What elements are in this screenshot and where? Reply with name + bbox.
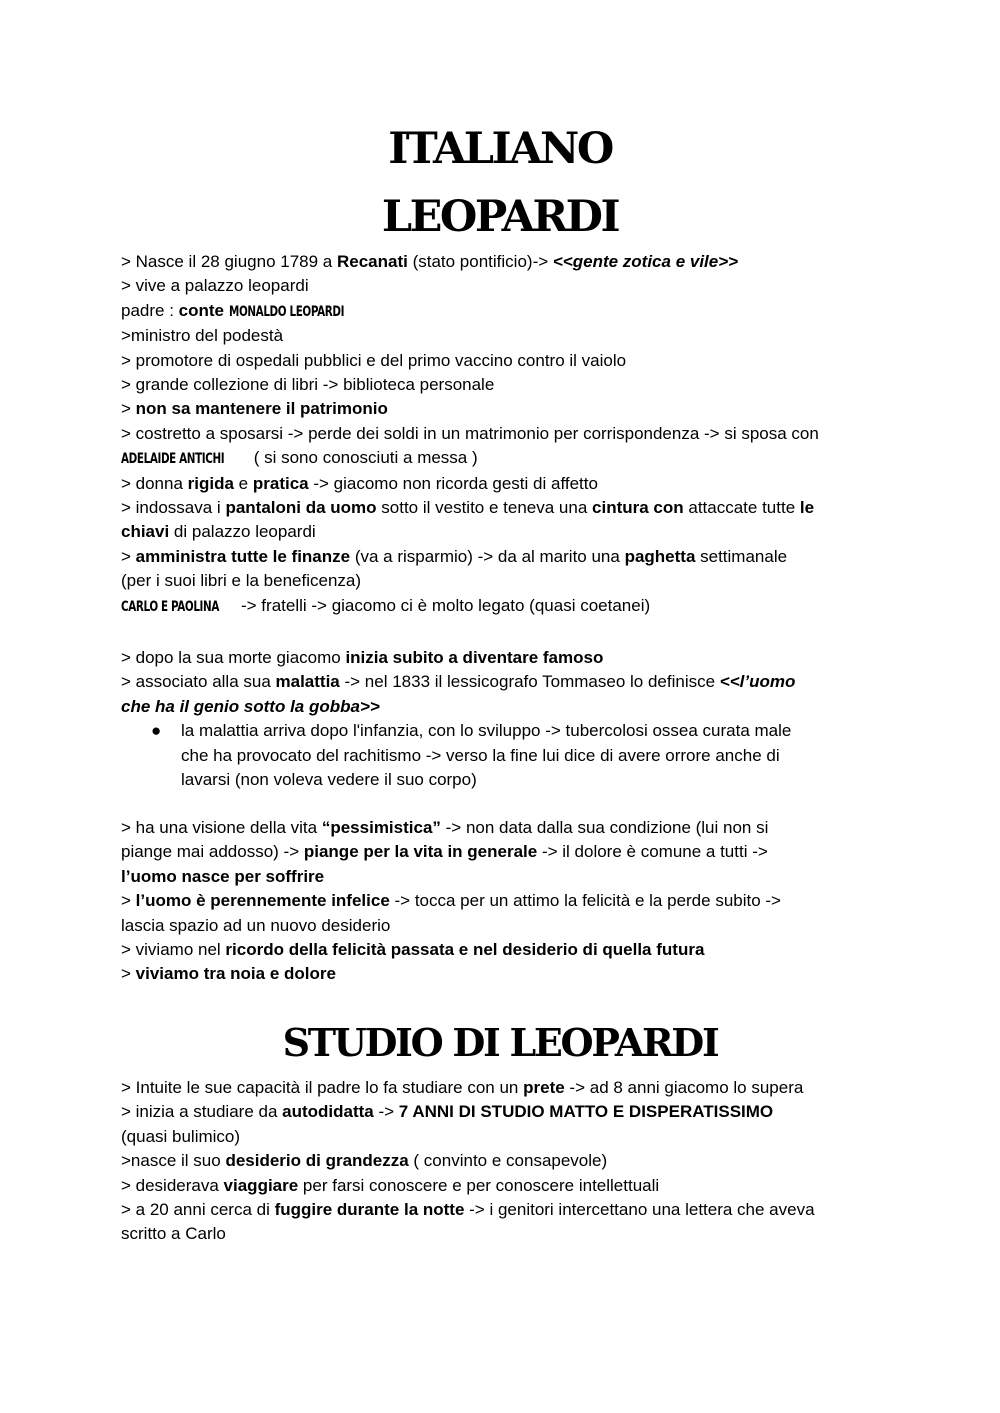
text-line: CARLO E PAOLINA -> fratelli -> giacomo ci è molto legato (quasi coetanei) (121, 594, 901, 619)
text-line: > grande collezione di libri -> biblioteca personale (121, 375, 495, 395)
text-line: > dopo la sua morte giacomo inizia subito a diventare famoso (121, 648, 604, 667)
text-line: padre : conte MONALDO LEOPARDI (121, 299, 901, 324)
text-line: > costretto a sposarsi -> perde dei soldi in un matrimonio per corrispondenza -> si sposa con (121, 423, 819, 443)
section-title: STUDIO DI LEOPARDI (282, 1020, 718, 1065)
bullet-icon: ● (151, 721, 162, 741)
text-line: > inizia a studiare da autodidatta -> 7 ANNI DI STUDIO MATTO E DISPERATISSIMO (121, 1102, 774, 1122)
text-line: chiavi di palazzo leopardi (121, 522, 316, 542)
text-line: piange mai addosso) -> piange per la vita in generale -> il dolore è comune a tutti -> (121, 842, 768, 862)
father-name: MONALDO LEOPARDI (228, 303, 344, 320)
text-line: > viviamo nel ricordo della felicità passata e nel desiderio di quella futura (121, 940, 705, 960)
mother-name: ADELAIDE ANTICHI (121, 451, 225, 468)
text-line: l’uomo nasce per soffrire (121, 866, 325, 886)
text-line: >nasce il suo desiderio di grandezza ( convinto e consapevole) (121, 1151, 608, 1171)
siblings-name: CARLO E PAOLINA (121, 598, 219, 615)
text-line: > a 20 anni cerca di fuggire durante la notte -> i genitori intercettano una lettera che aveva (121, 1200, 815, 1220)
text-line: > desiderava viaggiare per farsi conoscere e per conoscere intellettuali (121, 1175, 660, 1195)
study-section (121, 1076, 901, 1247)
text-line: > viviamo tra noia e dolore (121, 964, 336, 984)
text-line: > vive a palazzo leopardi (121, 276, 309, 296)
text-line: > promotore di ospedali pubblici e del primo vaccino contro il vaiolo (121, 350, 627, 370)
text-line: > amministra tutte le finanze (va a risparmio) -> da al marito una paghetta settimanale (121, 546, 788, 566)
text-line: > ha una visione della vita “pessimistica” -> non data dalla sua condizione (lui non si (121, 818, 769, 837)
main-title: ITALIANO (388, 124, 612, 174)
subtitle: LEOPARDI (381, 192, 619, 242)
text-line: >ministro del podestà (121, 326, 284, 346)
text-line: > indossava i pantaloni da uomo sotto il vestito e teneva una cintura con attaccate tutte le (121, 498, 815, 518)
bullet-item: ● la malattia arriva dopo l'infanzia, con lo sviluppo -> tubercolosi ossea curata male che ha provocato del rachitismo -> verso la fine lui dice di avere orrore anche di lavarsi (non voleva vedere il suo corpo) (151, 721, 792, 790)
text-line: (quasi bulimico) (121, 1126, 241, 1146)
text-line: (per i suoi libri e la beneficenza) (121, 571, 362, 591)
biography-section (121, 250, 901, 619)
text-line: > Intuite le sue capacità il padre lo fa studiare con un prete -> ad 8 anni giacomo lo supera (121, 1078, 804, 1097)
illness-section (121, 646, 901, 792)
text-line: lascia spazio ad un nuovo desiderio (121, 915, 391, 935)
text-line: > donna rigida e pratica -> giacomo non ricorda gesti di affetto (121, 473, 598, 493)
text-line: > Nasce il 28 giugno 1789 a Recanati (stato pontificio)-> <<gente zotica e vile>> (121, 252, 739, 271)
vision-section (121, 816, 901, 987)
text-line: che ha il genio sotto la gobba>> (121, 696, 380, 716)
text-line: > non sa mantenere il patrimonio (121, 399, 388, 419)
text-line: scritto a Carlo (121, 1224, 226, 1244)
text-line: > l’uomo è perennemente infelice -> tocca per un attimo la felicità e la perde subito -> (121, 891, 781, 911)
text-line: ADELAIDE ANTICHI ( si sono conosciuti a messa ) (121, 446, 901, 471)
text-line: > associato alla sua malattia -> nel 1833 il lessicografo Tommaseo lo definisce <<l’uomo (121, 672, 796, 692)
